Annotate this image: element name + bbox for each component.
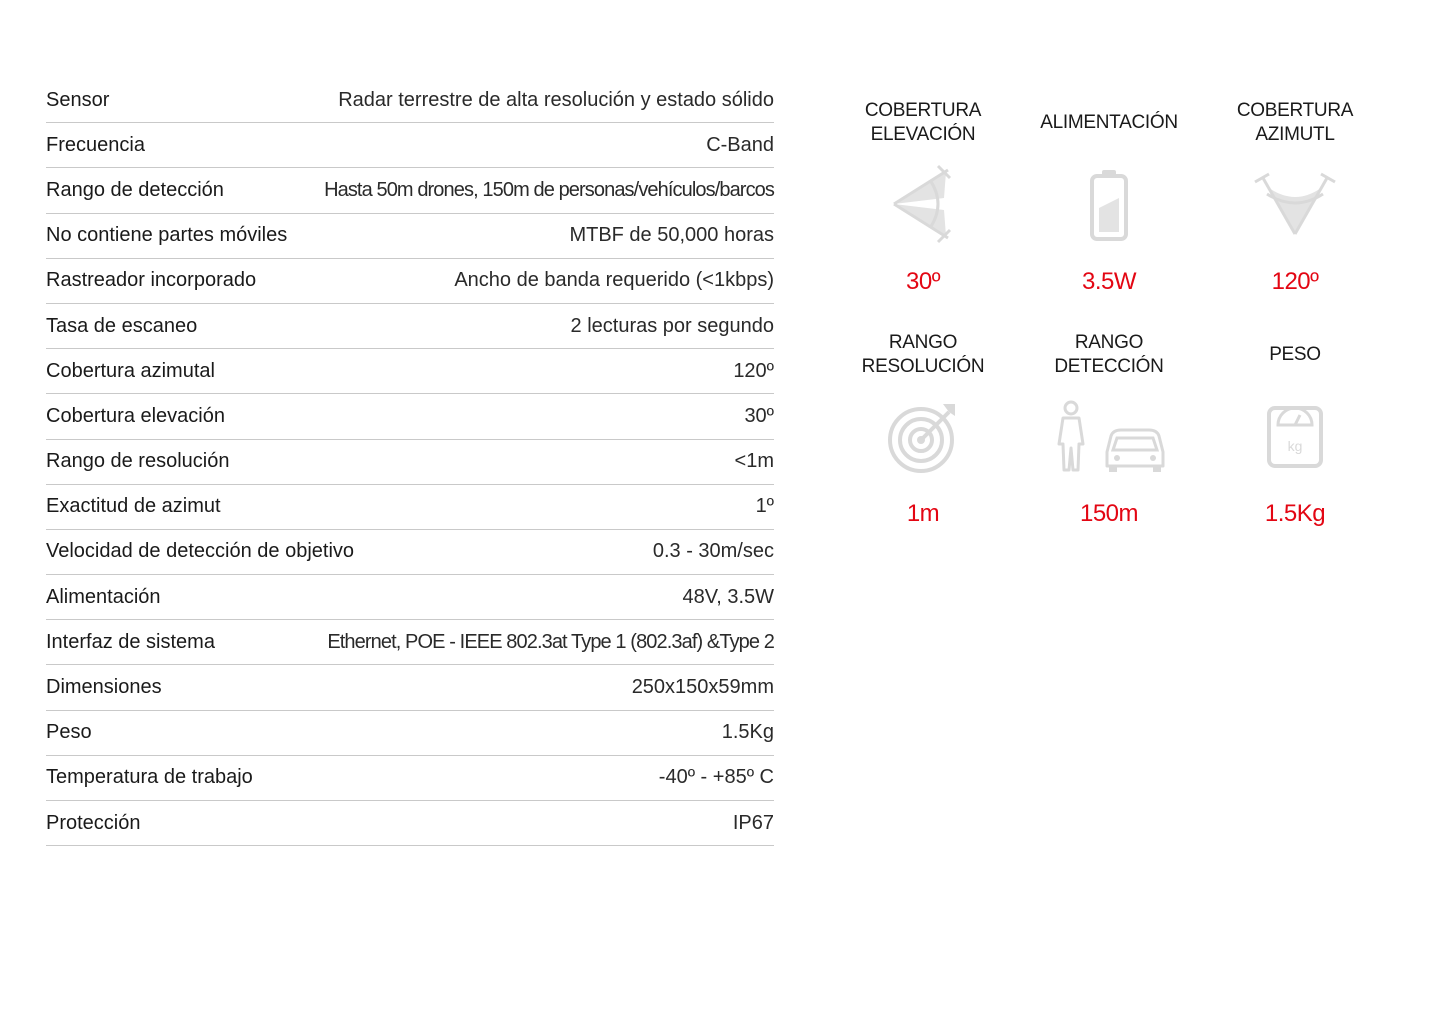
spec-label: Sensor xyxy=(46,88,110,111)
spec-value: Hasta 50m drones, 150m de personas/vehículos/barcos xyxy=(324,178,774,201)
feature-title-line: PESO xyxy=(1269,344,1321,365)
spec-row-rango-deteccion xyxy=(46,168,774,213)
spec-label: No contiene partes móviles xyxy=(46,224,288,247)
spec-row-rastreador xyxy=(46,259,774,304)
feature-peso xyxy=(1202,324,1388,556)
spec-row-rango-resolucion xyxy=(46,440,774,485)
feature-value: 1.5Kg xyxy=(1264,500,1326,527)
feature-title-line: ALIMENTACIÓN xyxy=(1040,112,1178,133)
spec-value: C-Band xyxy=(706,133,774,156)
feature-panel xyxy=(830,92,1390,556)
feature-title-line: RANGO xyxy=(888,332,958,353)
feature-title xyxy=(1054,324,1163,386)
feature-alimentacion xyxy=(1016,92,1202,324)
feature-title xyxy=(1269,324,1321,386)
feature-value: 150m xyxy=(1079,500,1139,527)
spec-row-peso xyxy=(46,711,774,756)
spec-row-alimentacion xyxy=(46,575,774,620)
feature-cobertura-azimutal xyxy=(1202,92,1388,324)
feature-title xyxy=(1237,92,1353,154)
spec-value: 0.3 - 30m/sec xyxy=(652,540,774,563)
spec-row-cobertura-elevacion xyxy=(46,394,774,439)
spec-label: Rango de resolución xyxy=(46,450,230,473)
spec-label: Protección xyxy=(46,811,141,834)
feature-rango-deteccion xyxy=(1016,324,1202,556)
svg-text:kg: kg xyxy=(1287,438,1303,454)
spec-row-partes-moviles xyxy=(46,214,774,259)
spec-label: Interfaz de sistema xyxy=(46,630,215,653)
spec-label: Exactitud de azimut xyxy=(46,495,221,518)
elevation-angle-icon xyxy=(878,160,968,250)
feature-title xyxy=(1040,92,1178,154)
spec-row-velocidad-deteccion xyxy=(46,530,774,575)
spec-value: MTBF de 50,000 horas xyxy=(569,224,774,247)
feature-rango-resolucion xyxy=(830,324,1016,556)
spec-value: -40º - +85º C xyxy=(658,766,774,789)
spec-label: Alimentación xyxy=(46,585,161,608)
feature-value: 120º xyxy=(1271,268,1319,295)
spec-value: 250x150x59mm xyxy=(631,676,774,699)
spec-row-cobertura-azimutal xyxy=(46,349,774,394)
azimuth-angle-icon xyxy=(1250,160,1340,250)
feature-value: 1m xyxy=(906,500,940,527)
feature-title-line: RESOLUCIÓN xyxy=(861,356,985,377)
person-car-icon xyxy=(1049,392,1169,482)
spec-value: Radar terrestre de alta resolución y estado sólido xyxy=(338,88,774,111)
spec-value: 2 lecturas por segundo xyxy=(570,314,774,337)
spec-label: Rango de detección xyxy=(46,178,224,201)
battery-icon xyxy=(1064,160,1154,250)
spec-value: 120º xyxy=(733,359,774,382)
spec-label: Tasa de escaneo xyxy=(46,314,198,337)
feature-cobertura-elevacion xyxy=(830,92,1016,324)
feature-title-line: COBERTURA xyxy=(1236,100,1354,121)
spec-value: IP67 xyxy=(732,811,774,834)
feature-title-line: AZIMUTL xyxy=(1255,124,1335,145)
spec-value: 1.5Kg xyxy=(721,721,774,744)
spec-value: 30º xyxy=(744,404,774,427)
spec-value: 48V, 3.5W xyxy=(682,585,774,608)
spec-label: Cobertura elevación xyxy=(46,404,225,427)
spec-table xyxy=(46,78,774,846)
spec-label: Velocidad de detección de objetivo xyxy=(46,540,355,563)
feature-title-line: DETECCIÓN xyxy=(1054,356,1164,377)
spec-row-frecuencia xyxy=(46,123,774,168)
feature-title-line: ELEVACIÓN xyxy=(870,124,976,145)
feature-value: 30º xyxy=(906,268,940,295)
spec-row-proteccion xyxy=(46,801,774,846)
feature-value: 3.5W xyxy=(1081,268,1136,295)
spec-label: Frecuencia xyxy=(46,133,145,156)
spec-value: Ethernet, POE - IEEE 802.3at Type 1 (802.3af) &Type 2 xyxy=(327,630,774,653)
spec-row-sensor xyxy=(46,78,774,123)
target-icon xyxy=(878,392,968,482)
spec-label: Cobertura azimutal xyxy=(46,359,215,382)
feature-title-line: RANGO xyxy=(1074,332,1144,353)
spec-row-dimensiones xyxy=(46,665,774,710)
feature-title xyxy=(865,92,981,154)
spec-row-tasa-escaneo xyxy=(46,304,774,349)
spec-label: Dimensiones xyxy=(46,676,162,699)
spec-label: Temperatura de trabajo xyxy=(46,766,253,789)
spec-value: 1º xyxy=(755,495,774,518)
spec-row-exactitud-azimut xyxy=(46,485,774,530)
spec-value: Ancho de banda requerido (<1kbps) xyxy=(454,269,774,292)
spec-label: Peso xyxy=(46,721,92,744)
spec-value: <1m xyxy=(734,450,774,473)
spec-row-temperatura xyxy=(46,756,774,801)
spec-label: Rastreador incorporado xyxy=(46,269,257,292)
feature-title-line: COBERTURA xyxy=(864,100,982,121)
spec-row-interfaz xyxy=(46,620,774,665)
feature-title xyxy=(862,324,985,386)
scale-icon xyxy=(1250,392,1340,482)
